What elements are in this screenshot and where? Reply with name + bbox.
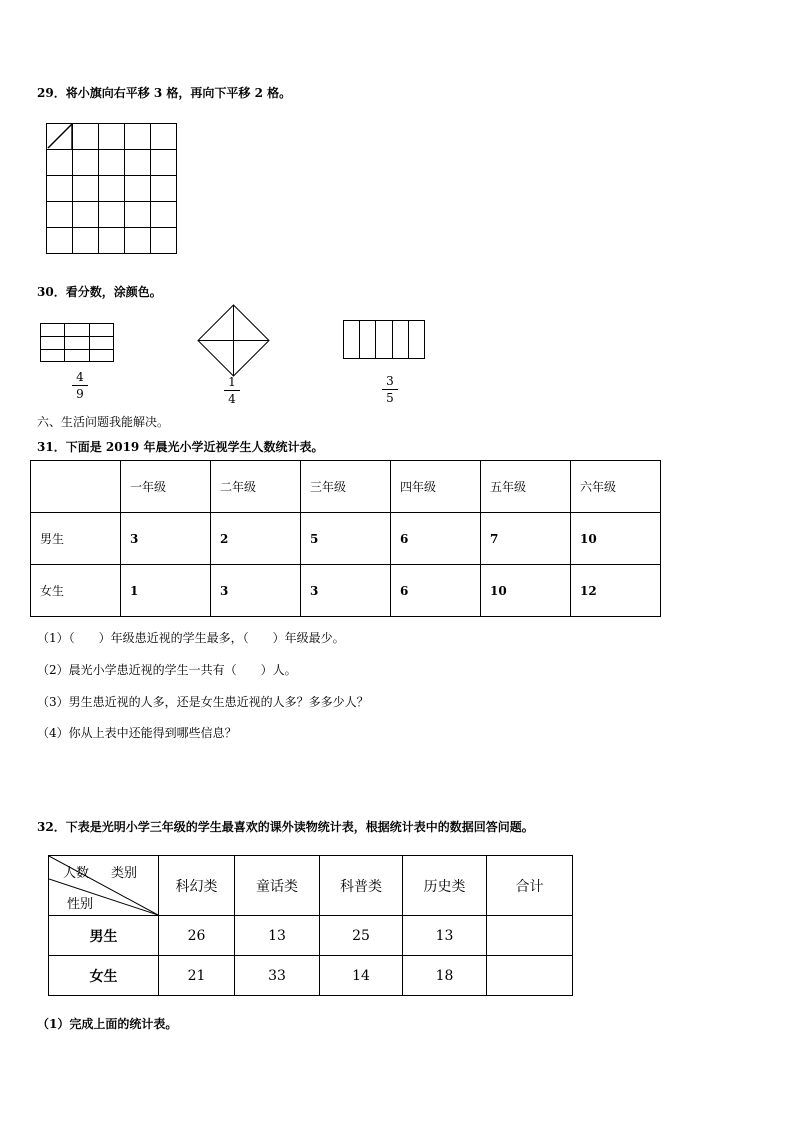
q31-cell: 1 — [121, 565, 211, 617]
table-row — [31, 565, 661, 617]
q31-cell: 5 — [301, 513, 391, 565]
q31-cell: 12 — [571, 565, 661, 617]
q31-question-4: （4）你从上表中还能得到哪些信息？ — [37, 726, 237, 740]
q30-title: 30．看分数，涂颜色。 — [37, 285, 162, 299]
q31-row-label: 女生 — [31, 565, 121, 617]
table-row — [49, 956, 573, 996]
q32-cell: 33 — [235, 956, 320, 996]
q32-cell: 25 — [320, 916, 403, 956]
q31-corner-cell — [31, 461, 121, 513]
flag-icon — [48, 124, 72, 150]
q32-header-cell: 童话类 — [235, 856, 320, 916]
q31-header-cell: 一年级 — [121, 461, 211, 513]
q32-corner-count-label: 人数 — [63, 866, 90, 881]
q31-cell: 10 — [481, 565, 571, 617]
table-row — [49, 916, 573, 956]
q31-title: 31．下面是 2019 年晨光小学近视学生人数统计表。 — [37, 440, 324, 454]
q30-fraction-2: 1 4 — [222, 375, 242, 406]
q32-total-cell — [487, 916, 573, 956]
q32-total-cell — [487, 956, 573, 996]
q31-header-row — [31, 461, 661, 513]
q31-header-cell: 六年级 — [571, 461, 661, 513]
q30-shape-rectangle-9 — [40, 323, 115, 363]
q32-cell: 13 — [235, 916, 320, 956]
q30-shape-strip-5 — [343, 320, 426, 360]
q31-cell: 7 — [481, 513, 571, 565]
q31-cell: 2 — [211, 513, 301, 565]
q30-shape-diamond-4 — [197, 304, 271, 378]
q31-question-3: （3）男生患近视的人多，还是女生患近视的人多？多多少人？ — [37, 695, 369, 709]
q32-header-cell: 科幻类 — [159, 856, 235, 916]
q32-cell: 14 — [320, 956, 403, 996]
q32-row-label: 男生 — [49, 916, 159, 956]
q29-title: 29．将小旗向右平移 3 格，再向下平移 2 格。 — [37, 86, 292, 100]
q31-header-cell: 五年级 — [481, 461, 571, 513]
q31-header-cell: 三年级 — [301, 461, 391, 513]
q31-question-2: （2）晨光小学患近视的学生一共有（ ）人。 — [37, 663, 297, 677]
q31-header-cell: 四年级 — [391, 461, 481, 513]
q32-title: 32．下表是光明小学三年级的学生最喜欢的课外读物统计表，根据统计表中的数据回答问题。 — [37, 820, 534, 834]
q31-question-1: （1）（ ）年级患近视的学生最多，（ ）年级最少。 — [37, 631, 345, 645]
q32-table — [48, 855, 573, 996]
q32-header-cell: 合计 — [487, 856, 573, 916]
q32-corner-cell — [49, 856, 159, 916]
q31-cell: 6 — [391, 565, 481, 617]
q31-row-label: 男生 — [31, 513, 121, 565]
q32-cell: 26 — [159, 916, 235, 956]
q32-cell: 21 — [159, 956, 235, 996]
q32-corner-category-label: 类别 — [111, 866, 138, 881]
q31-cell: 3 — [121, 513, 211, 565]
q30-fraction-3: 3 5 — [380, 374, 400, 405]
q31-table — [30, 460, 661, 617]
q32-cell: 18 — [403, 956, 487, 996]
section-6-title: 六、生活问题我能解决。 — [37, 415, 170, 429]
q32-cell: 13 — [403, 916, 487, 956]
q31-header-cell: 二年级 — [211, 461, 301, 513]
q31-cell: 10 — [571, 513, 661, 565]
q32-corner-gender-label: 性别 — [67, 897, 94, 912]
q32-header-cell: 历史类 — [403, 856, 487, 916]
q30-fraction-1: 4 9 — [70, 370, 90, 401]
q31-cell: 3 — [301, 565, 391, 617]
q31-cell: 3 — [211, 565, 301, 617]
q32-header-row — [49, 856, 573, 916]
q32-header-cell: 科普类 — [320, 856, 403, 916]
q31-cell: 6 — [391, 513, 481, 565]
q32-row-label: 女生 — [49, 956, 159, 996]
table-row — [31, 513, 661, 565]
q32-question-1: （1）完成上面的统计表。 — [37, 1017, 178, 1031]
q29-grid — [46, 123, 179, 256]
